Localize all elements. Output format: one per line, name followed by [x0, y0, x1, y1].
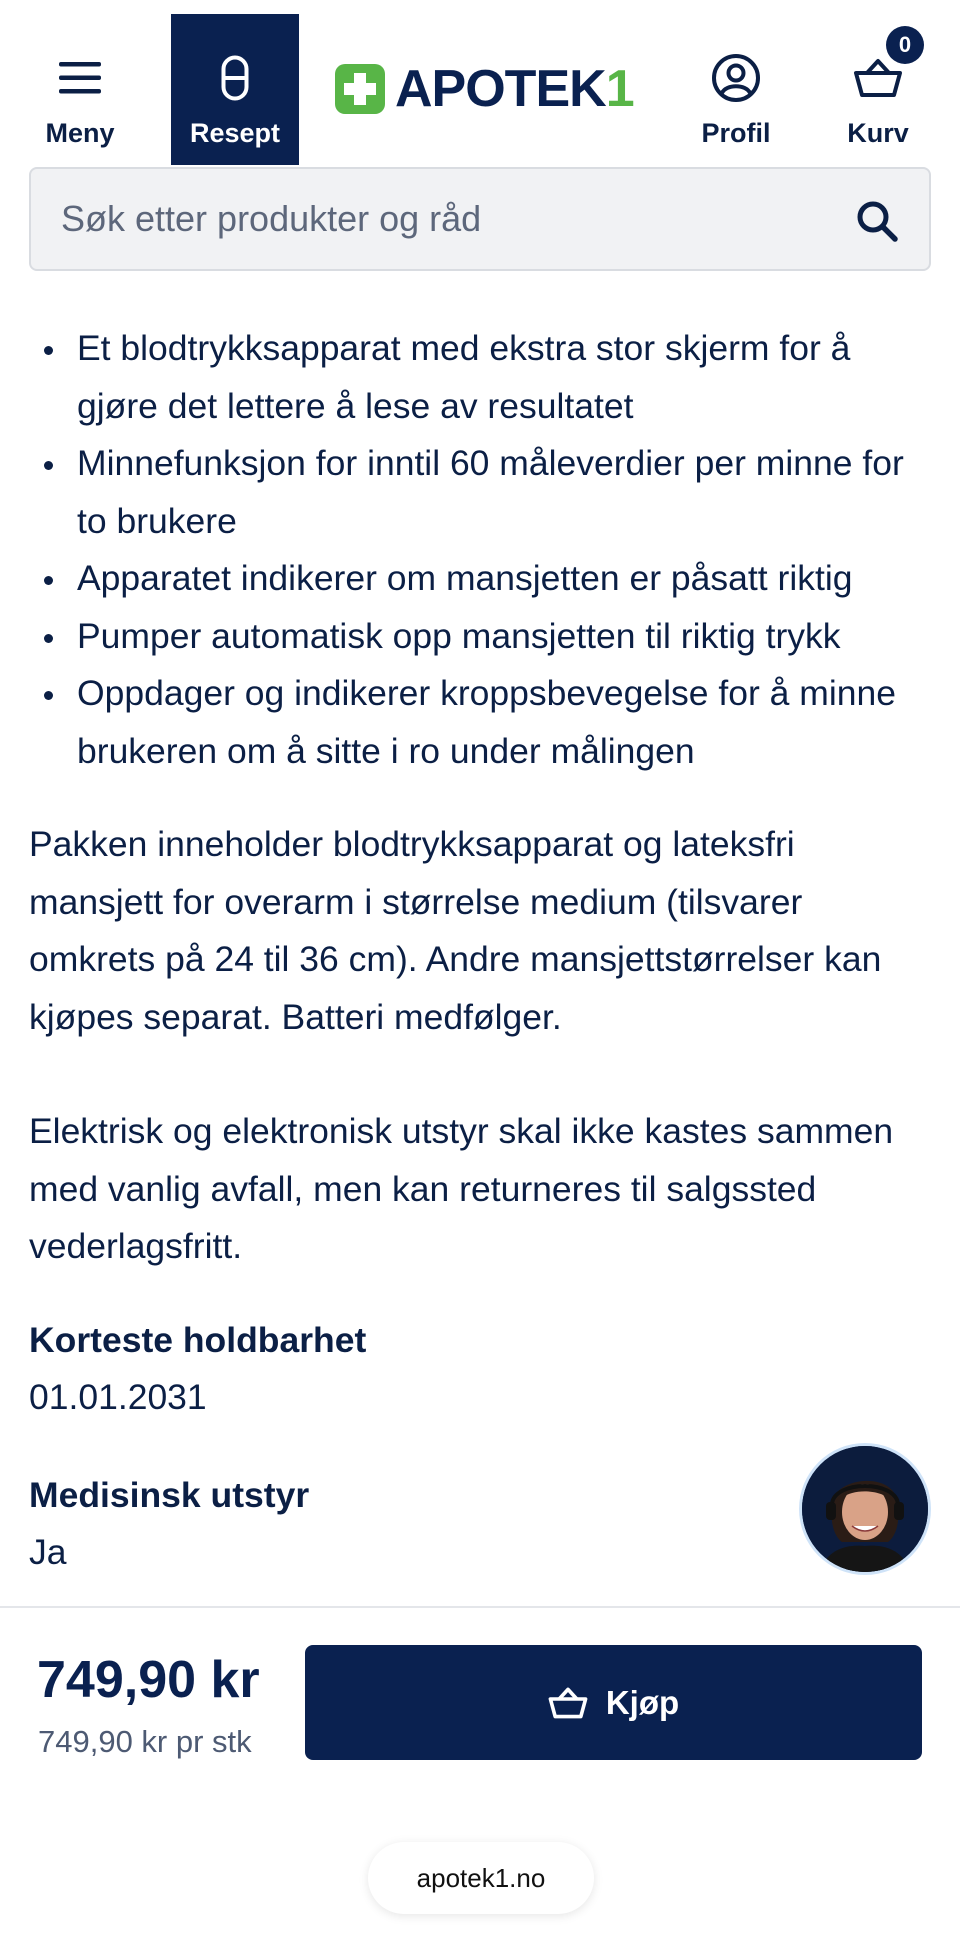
browser-url-pill[interactable]: apotek1.no [368, 1842, 594, 1914]
product-description [29, 320, 934, 1582]
buy-button[interactable] [305, 1645, 922, 1760]
hamburger-icon [59, 42, 101, 114]
feature-list [29, 320, 934, 780]
purchase-bar [0, 1606, 960, 1953]
resept-button[interactable] [171, 14, 299, 165]
unit-price: 749,90 kr pr stk [38, 1724, 252, 1759]
menu-button[interactable] [20, 14, 140, 165]
user-icon [711, 42, 761, 114]
search-bar[interactable] [29, 167, 931, 271]
logo-wordmark: APOTEK1 [395, 60, 634, 118]
apotek1-logo[interactable] [335, 60, 634, 118]
menu-label: Meny [45, 118, 115, 148]
profile-button[interactable] [676, 14, 796, 165]
list-item: Minnefunksjon for inntil 60 måleverdier per minne for to brukere [29, 435, 934, 550]
chat-support-avatar[interactable] [802, 1446, 928, 1572]
search-icon[interactable] [855, 199, 899, 243]
site-header [0, 0, 960, 165]
list-item: Apparatet indikerer om mansjetten er påsatt riktig [29, 550, 934, 608]
medical-device-label: Medisinsk utstyr [29, 1474, 310, 1515]
product-price: 749,90 kr [37, 1651, 260, 1709]
buy-label: Kjøp [605, 1683, 680, 1721]
list-item: Et blodtrykksapparat med ekstra stor skjerm for å gjøre det lettere å lese av resultatet [29, 320, 934, 435]
medical-device-value: Ja [29, 1532, 67, 1572]
list-item: Pumper automatisk opp mansjetten til riktig trykk [29, 608, 934, 666]
basket-icon [548, 1686, 588, 1720]
shelf-life-label: Korteste holdbarhet [29, 1319, 367, 1360]
cart-count-badge: 0 [886, 26, 924, 64]
profile-label: Profil [701, 118, 771, 148]
green-cross-icon [335, 64, 385, 114]
pharmacist-avatar-icon [802, 1446, 928, 1572]
cart-label: Kurv [847, 118, 909, 148]
list-item: Oppdager og indikerer kroppsbevegelse for å minne brukeren om å sitte i ro under målingen [29, 665, 934, 780]
pill-icon [221, 42, 249, 114]
search-input[interactable] [61, 198, 821, 240]
shelf-life-value: 01.01.2031 [29, 1377, 207, 1417]
disposal-text: Elektrisk og elektronisk utstyr skal ikke kastes sammen med vanlig avfall, men kan returneres til salgssted vederlagsfritt. [29, 1111, 894, 1266]
package-contents-text: Pakken inneholder blodtrykksapparat og lateksfri mansjett for overarm i størrelse medium (tilsvarer omkrets på 24 til 36 cm). Andre mansjettstørrelser kan kjøpes separat. Batteri medfølger. [29, 824, 882, 1037]
resept-label: Resept [189, 118, 281, 148]
